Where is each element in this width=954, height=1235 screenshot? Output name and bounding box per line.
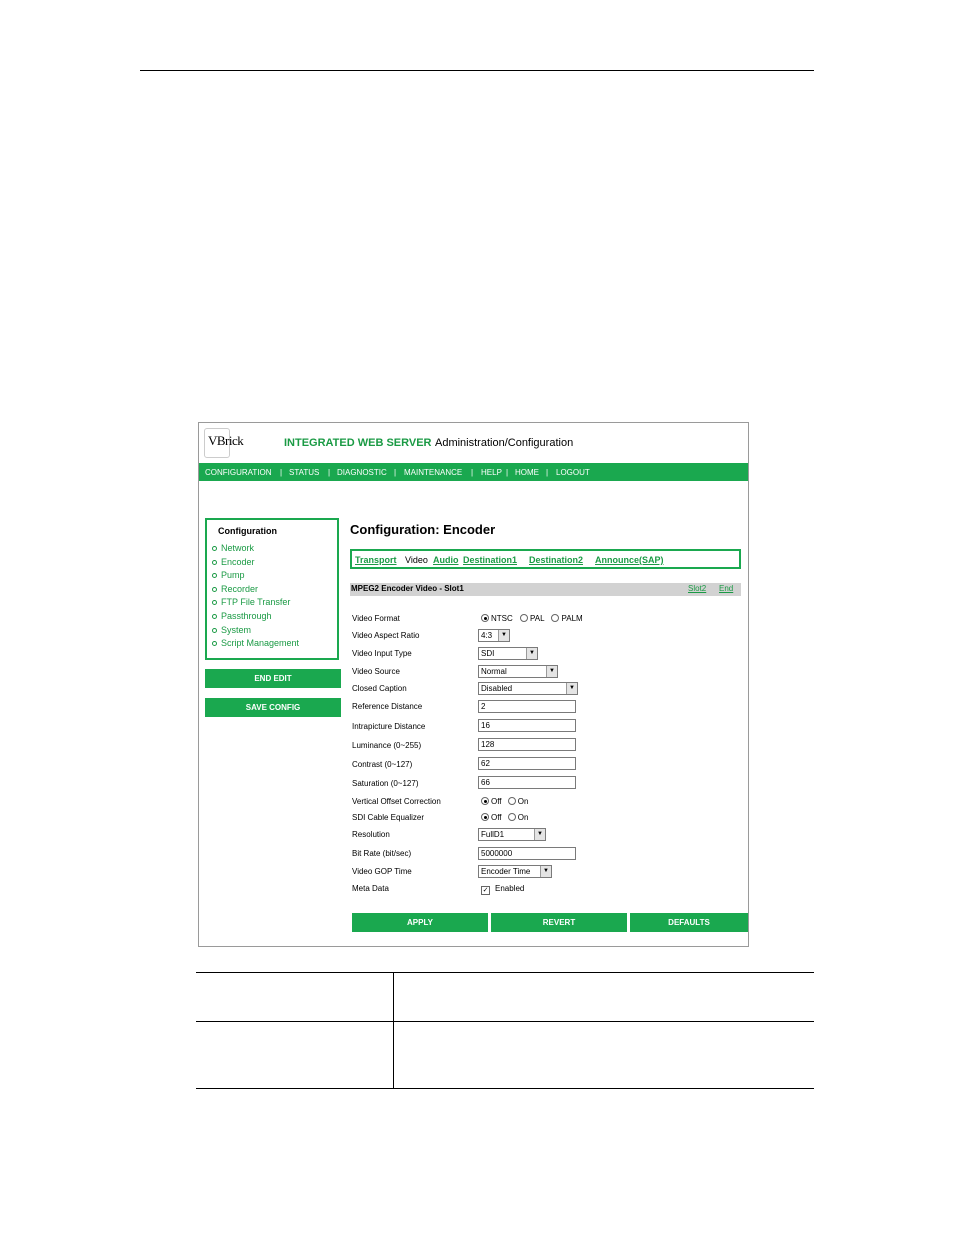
table-column-divider — [393, 972, 394, 1089]
saturation-input[interactable]: 66 — [478, 776, 576, 789]
sidebar-item-ftp[interactable] — [212, 597, 290, 607]
sidebar-item-system[interactable] — [212, 625, 251, 635]
sidebar-item-label: Passthrough — [221, 611, 272, 621]
radio-off[interactable] — [481, 797, 489, 805]
intrapicture-distance-label: Intrapicture Distance — [352, 722, 426, 731]
web-ui-screenshot — [198, 422, 749, 947]
checkbox-label: Enabled — [495, 884, 525, 893]
radio-ntsc[interactable] — [481, 614, 489, 622]
radio-on[interactable] — [508, 797, 516, 805]
video-source-select[interactable] — [478, 665, 558, 678]
bullet-icon — [212, 614, 217, 619]
nav-separator: | — [546, 468, 549, 477]
nav-separator: | — [280, 468, 283, 477]
checkmark-icon[interactable]: ✓ — [482, 887, 489, 894]
nav-diagnostic[interactable]: DIAGNOSTIC — [337, 468, 387, 477]
gop-time-select[interactable] — [478, 865, 552, 878]
gop-time-label: Video GOP Time — [352, 867, 412, 876]
intrapicture-distance-input[interactable]: 16 — [478, 719, 576, 732]
tab-video[interactable]: Video — [405, 555, 428, 565]
radio-off[interactable] — [481, 813, 489, 821]
page-title: Configuration: Encoder — [350, 522, 496, 537]
tab-destination2[interactable]: Destination2 — [529, 555, 584, 565]
sidebar-item-script-management[interactable] — [212, 638, 299, 648]
resolution-label: Resolution — [352, 830, 390, 839]
sidebar-item-label: Network — [221, 543, 255, 553]
brand-title: INTEGRATED WEB SERVER — [284, 437, 432, 449]
tab-transport[interactable]: Transport — [355, 555, 397, 565]
video-format-label: Video Format — [352, 614, 400, 623]
header-rule — [140, 70, 814, 71]
reference-distance-label: Reference Distance — [352, 702, 423, 711]
sidebar-item-label: Script Management — [221, 638, 300, 648]
dropdown-arrow-icon: ▼ — [498, 630, 509, 641]
sidebar-item-passthrough[interactable] — [212, 611, 272, 621]
bullet-icon — [212, 641, 217, 646]
sidebar-title: Configuration — [218, 526, 277, 536]
sidebar-item-label: System — [221, 625, 252, 635]
meta-data-option — [481, 884, 524, 895]
contrast-label: Contrast (0~127) — [352, 760, 413, 769]
nav-help[interactable]: HELP — [481, 468, 502, 477]
bullet-icon — [212, 560, 217, 565]
dropdown-arrow-icon: ▼ — [534, 829, 545, 840]
luminance-label: Luminance (0~255) — [352, 741, 422, 750]
saturation-label: Saturation (0~127) — [352, 779, 419, 788]
bullet-icon — [212, 573, 217, 578]
sdi-equalizer-label: SDI Cable Equalizer — [352, 813, 425, 822]
end-link[interactable]: End — [719, 584, 734, 593]
nav-maintenance[interactable]: MAINTENANCE — [404, 468, 463, 477]
dropdown-arrow-icon: ▼ — [526, 648, 537, 659]
select-value: 4:3 — [481, 631, 493, 640]
radio-label: Off — [491, 797, 502, 806]
input-type-label: Video Input Type — [352, 649, 412, 658]
select-value: Encoder Time — [481, 867, 531, 876]
vbrick-logo: VBrick — [208, 433, 244, 448]
sidebar-item-network[interactable] — [212, 543, 254, 553]
resolution-select[interactable] — [478, 828, 546, 841]
section-title: Administration/Configuration — [435, 437, 574, 449]
bullet-icon — [212, 587, 217, 592]
bullet-icon — [212, 628, 217, 633]
apply-button[interactable]: APPLY — [352, 913, 488, 932]
sidebar-item-pump[interactable] — [212, 570, 245, 580]
tab-destination1[interactable]: Destination1 — [463, 555, 518, 565]
radio-label: PAL — [530, 614, 545, 623]
sidebar-item-label: FTP File Transfer — [221, 597, 291, 607]
reference-distance-input[interactable]: 2 — [478, 700, 576, 713]
meta-data-label: Meta Data — [352, 884, 389, 893]
radio-label: Off — [491, 813, 502, 822]
input-type-select[interactable] — [478, 647, 538, 660]
dropdown-arrow-icon: ▼ — [540, 866, 551, 877]
luminance-input[interactable]: 128 — [478, 738, 576, 751]
bullet-icon — [212, 600, 217, 605]
dropdown-arrow-icon: ▼ — [546, 666, 557, 677]
tab-announce-sap[interactable]: Announce(SAP) — [595, 555, 664, 565]
section-header — [350, 583, 741, 596]
encoder-tabs — [350, 549, 741, 569]
nav-separator: | — [471, 468, 474, 477]
select-value: SDI — [481, 649, 495, 658]
nav-configuration[interactable]: CONFIGURATION — [205, 468, 272, 477]
end-edit-button[interactable]: END EDIT — [205, 669, 341, 688]
nav-home[interactable]: HOME — [515, 468, 539, 477]
table-bottom-rule — [196, 1088, 814, 1089]
closed-caption-select[interactable] — [478, 682, 578, 695]
aspect-ratio-label: Video Aspect Ratio — [352, 631, 420, 640]
tab-audio[interactable]: Audio — [433, 555, 459, 565]
radio-label: On — [517, 797, 529, 806]
bit-rate-input[interactable]: 5000000 — [478, 847, 576, 860]
vertical-offset-label: Vertical Offset Correction — [352, 797, 441, 806]
radio-label: On — [517, 813, 529, 822]
vertical-offset-radios — [481, 797, 528, 806]
contrast-input[interactable]: 62 — [478, 757, 576, 770]
select-value: Disabled — [481, 684, 513, 693]
video-format-radios — [481, 614, 583, 623]
closed-caption-label: Closed Caption — [352, 684, 407, 693]
nav-separator: | — [394, 468, 397, 477]
revert-button[interactable]: REVERT — [491, 913, 627, 932]
sidebar-item-label: Pump — [221, 570, 245, 580]
save-config-button[interactable]: SAVE CONFIG — [205, 698, 341, 717]
sdi-equalizer-radios — [481, 813, 528, 822]
radio-on[interactable] — [508, 813, 516, 821]
aspect-ratio-select[interactable] — [478, 629, 510, 642]
radio-label: NTSC — [491, 614, 513, 623]
sidebar-item-label: Recorder — [221, 584, 259, 594]
video-source-label: Video Source — [352, 667, 400, 676]
bit-rate-label: Bit Rate (bit/sec) — [352, 849, 412, 858]
radio-label: PALM — [561, 614, 583, 623]
nav-separator: | — [506, 468, 509, 477]
sidebar-item-recorder[interactable] — [212, 584, 258, 594]
bullet-icon — [212, 546, 217, 551]
radio-palm[interactable] — [551, 614, 559, 622]
dropdown-arrow-icon: ▼ — [566, 683, 577, 694]
table-top-rule — [196, 972, 814, 973]
nav-status[interactable]: STATUS — [289, 468, 320, 477]
select-value: FullD1 — [481, 830, 505, 839]
config-sidebar — [205, 518, 339, 660]
defaults-button[interactable]: DEFAULTS — [630, 913, 748, 932]
section-header-title: MPEG2 Encoder Video - Slot1 — [351, 584, 464, 593]
radio-pal[interactable] — [520, 614, 528, 622]
table-mid-rule — [196, 1021, 814, 1022]
select-value: Normal — [481, 667, 507, 676]
sidebar-item-encoder[interactable] — [212, 557, 255, 567]
slot2-link[interactable]: Slot2 — [688, 584, 707, 593]
nav-separator: | — [328, 468, 331, 477]
top-nav — [199, 463, 748, 481]
sidebar-item-label: Encoder — [221, 557, 255, 567]
nav-logout[interactable]: LOGOUT — [556, 468, 590, 477]
